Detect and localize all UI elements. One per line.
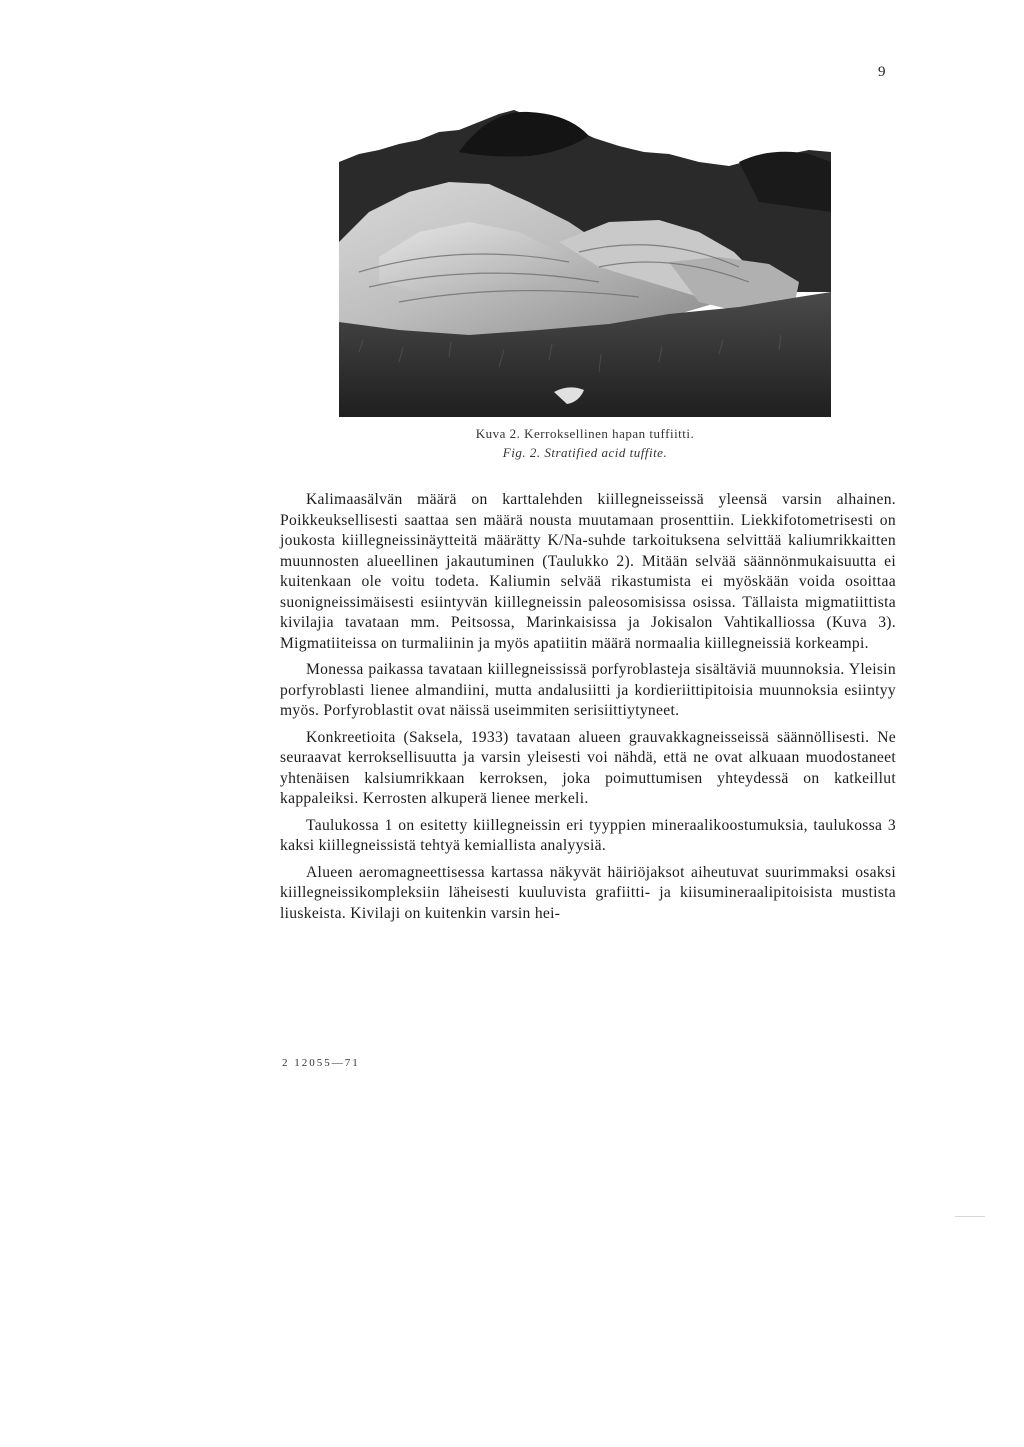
paragraph: Kalimaasälvän määrä on karttalehden kiillegneisseissä yleensä varsin alhainen. Poikkeuksellisesti saattaa sen määrä nousta muutamaan prosenttiin. Liekkifotometrisesti on joukosta kiillegneissinäytteitä määrätty K/Na-suhde tarkoituksena selvittää kaliumrikkaitten muunnosten alueellinen jakautuminen (Taulukko 2). Mitään selvää säännönmukaisuutta ei kuitenkaan ole voitu todeta. Kaliumin selvää rikastumista ei myöskään voida osoittaa suonigneissimäisesti esiintyvän kiillegneissin paleosomisissa osissa. Tällaista migmatiittista kivilajia tavataan mm. Peitsossa, Marinkaisissa ja Jokisalon Vahtikalliossa (Kuva 3). Migmatiiteissa on turmaliinin ja myös apatiitin määrä normaalia kiillegneissiä korkeampi. [280, 491, 896, 652]
body-text [280, 490, 896, 930]
figure-caption-finnish: Kuva 2. Kerroksellinen hapan tuffiitti. [475, 426, 695, 441]
paragraph: Monessa paikassa tavataan kiillegneississä porfyroblasteja sisältäviä muunnoksia. Yleisin porfyroblasti lienee almandiini, mutta andalusiitti ja kordieriittipitoisia muunnoksia esiintyy myös. Porfyroblastit ovat näissä useimmiten serisiittiytyneet. [280, 661, 896, 719]
paragraph: Taulukossa 1 on esitetty kiillegneissin eri tyyppien mineraalikoostumuksia, taulukossa 3 kaksi kiillegneissistä tehtyä kemiallista analyysiä. [280, 816, 896, 854]
figure-caption-english: Fig. 2. Stratified acid tuffite. [502, 445, 668, 460]
paragraph: Alueen aeromagneettisessa kartassa näkyvät häiriöjaksot aiheutuvat suurimmaksi osaksi kiillegneissikompleksiin läheisesti kuuluvista grafiitti- ja kiisumineraalipitoisista mustista liuskeista. Kivilaji on kuitenkin varsin hei- [280, 863, 896, 922]
rock-outcrop-photo [339, 92, 831, 417]
paragraph: Konkreetioita (Saksela, 1933) tavataan alueen grauvakkagneisseissä säännöllisesti. Ne seuraavat kerroksellisuutta ja varsin yleisesti voi nähdä, että ne ovat alkuaan muodostaneet yhtenäisen kalsiumrikkaan kerroksen, joka poimuttumisen yhteydessä on katkeillut kappaleiksi. Kerrosten alkuperä lienee merkeli. [280, 728, 896, 807]
printer-signature: 2 12055—71 [282, 1057, 360, 1069]
page-number: 9 [878, 64, 886, 80]
scan-speck [955, 1216, 985, 1217]
